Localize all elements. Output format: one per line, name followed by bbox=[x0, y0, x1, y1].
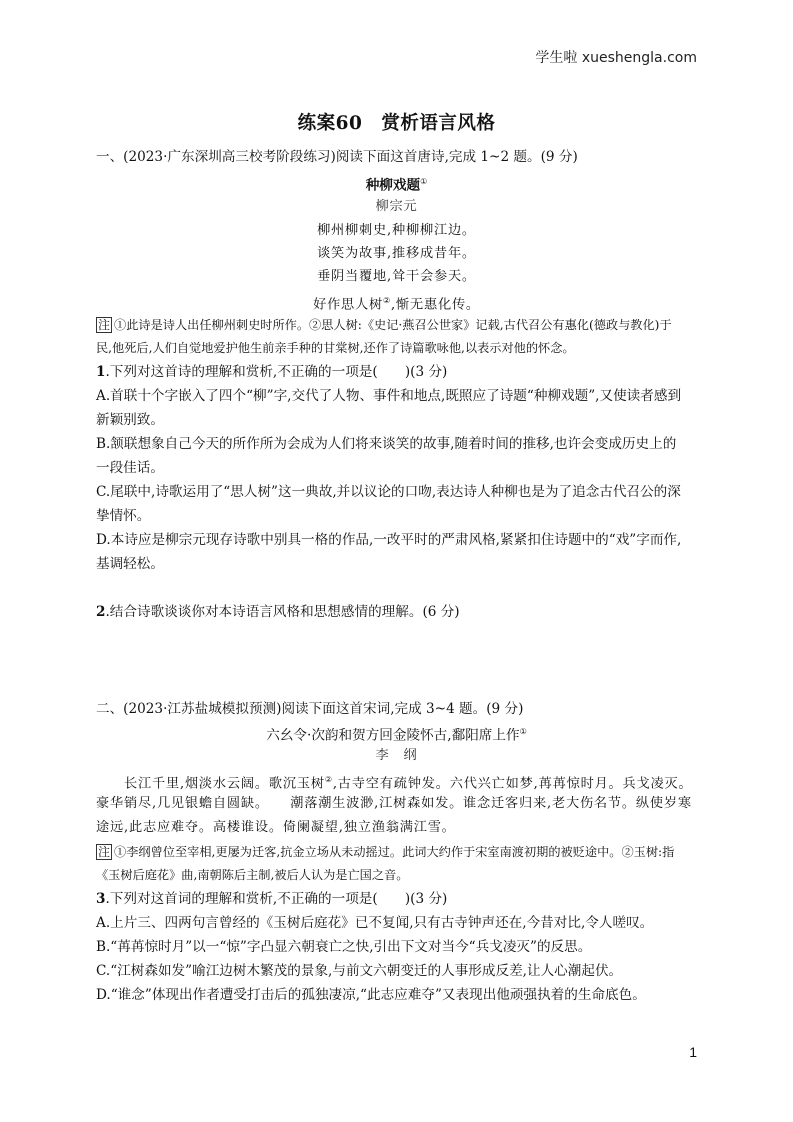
q3-option-d: D.“谁念”体现出作者遭受打击后的孤独凄凉,“此志应难夺”又表现出他顽强执着的生命底色。 bbox=[96, 987, 646, 1003]
q1-option-d-line2: 基调轻松。 bbox=[96, 556, 164, 572]
poem1-line-3: 垂阴当覆地,耸干会参天。 bbox=[317, 269, 476, 284]
poem1-note-2: 民,他死后,人们自觉地爱护他生前亲手种的甘棠树,还作了诗篇歌咏他,以表示对他的怀念。 bbox=[96, 341, 575, 355]
q1-option-d-line1: D.本诗应是柳宗元现存诗歌中别具一格的作品,一改平时的严肃风格,紧紧扣住诗题中的“戏”字而作, bbox=[96, 532, 682, 548]
q3-option-b: B.“苒苒惊时月”以一“惊”字凸显六朝衰亡之快,引出下文对当今“兵戈凌灭”的反思。 bbox=[96, 939, 592, 955]
q2-number: 2 bbox=[96, 604, 106, 620]
q3-number: 3 bbox=[96, 891, 106, 907]
watermark: 学生啦 xueshengla.com bbox=[535, 50, 697, 66]
q1-option-c-line2: 挚情怀。 bbox=[96, 508, 151, 524]
poem2-note-1 bbox=[96, 842, 696, 862]
page-number: 1 bbox=[689, 1044, 697, 1060]
note-label-box: 注 bbox=[98, 318, 111, 332]
poem2-body-1b: ,古寺空有疏钟发。六代兴亡如梦,苒苒惊时月。兵戈凌灭。 bbox=[332, 776, 693, 792]
poem1-title-text: 种柳戏题 bbox=[365, 177, 421, 194]
poem2-body-2: 豪华销尽,几见银蟾自圆缺。 潮落潮生波渺,江树森如发。谁念迁客归来,老大伤名节。纵使岁寒 bbox=[96, 796, 692, 811]
poem2-title-text: 六幺令·次韵和贺方回金陵怀古,鄱阳席上作 bbox=[266, 727, 520, 744]
q1-text: .下列对这首诗的理解和赏析,不正确的一项是( )(3 分) bbox=[105, 364, 448, 380]
poem1-line-4 bbox=[0, 291, 793, 315]
q1-number: 1 bbox=[96, 364, 106, 380]
poem2-body-1a: 长江千里,烟淡水云阔。歌沉玉树 bbox=[124, 776, 325, 792]
poem2-note-text-1: ①李纲曾位至宰相,更屡为迁客,抗金立场从未动摇过。此词大约作于宋室南渡初期的被贬途中。②玉树:指 bbox=[114, 845, 675, 859]
q3-option-c: C.“江树森如发”喻江边树木繁茂的景象,与前文六朝变迁的人事形成反差,让人心潮起伏。 bbox=[96, 963, 623, 979]
poem1-line-4b: ,惭无惠化传。 bbox=[391, 297, 480, 313]
poem1-author: 柳宗元 bbox=[375, 199, 418, 214]
poem2-body-1-sup: ② bbox=[324, 775, 333, 784]
poem1-note-1 bbox=[96, 315, 696, 335]
poem2-title bbox=[0, 722, 793, 746]
poem1-line-4a: 好作思人树 bbox=[313, 297, 384, 313]
poem1-line-4-sup: ② bbox=[383, 296, 391, 305]
page-title: 练案60 赏析语言风格 bbox=[297, 113, 496, 134]
q2-text: .结合诗歌谈谈你对本诗语言风格和思想感情的理解。(6 分) bbox=[105, 604, 460, 620]
poem1-line-2: 谈笑为故事,推移成昔年。 bbox=[317, 246, 476, 261]
poem1-line-1: 柳州柳刺史,种柳柳江边。 bbox=[317, 223, 476, 238]
question-3 bbox=[96, 889, 696, 909]
poem2-note-2: 《玉树后庭花》曲,南朝陈后主制,被后人认为是亡国之音。 bbox=[96, 868, 409, 882]
question-1 bbox=[96, 362, 696, 382]
q3-option-a: A.上片三、四两句言曾经的《玉树后庭花》已不复闻,只有古寺钟声还在,今昔对比,令人嗟叹。 bbox=[96, 915, 654, 931]
q1-option-a-line2: 新颖别致。 bbox=[96, 412, 164, 428]
section1-header: 一、(2023·广东深圳高三校考阶段练习)阅读下面这首唐诗,完成 1~2 题。(9 分) bbox=[96, 149, 578, 165]
poem2-body-3: 途远,此志应难夺。高楼谁设。倚阑凝望,独立渔翁满江雪。 bbox=[96, 820, 456, 835]
poem1-note-text-1: ①此诗是诗人出任柳州刺史时所作。②思人树:《史记·燕召公世家》记载,古代召公有惠化(德政与教化)于 bbox=[114, 318, 672, 332]
poem1-title-sup: ① bbox=[420, 177, 428, 186]
poem2-author: 李 纲 bbox=[375, 748, 418, 763]
poem2-body-1 bbox=[124, 770, 724, 794]
q1-option-a-line1: A.首联十个字嵌入了四个“柳”字,交代了人物、事件和地点,既照应了诗题“种柳戏题”,又使读者感到 bbox=[96, 388, 682, 404]
q1-option-b-line2: 一段佳话。 bbox=[96, 460, 164, 476]
q3-text: .下列对这首词的理解和赏析,不正确的一项是( )(3 分) bbox=[105, 891, 448, 907]
note-label-box-2: 注 bbox=[98, 845, 111, 859]
q1-option-b-line1: B.颔联想象自己今天的所作所为会成为人们将来谈笑的故事,随着时间的推移,也许会变成历史上的 bbox=[96, 436, 677, 452]
poem1-title bbox=[0, 172, 793, 196]
q1-option-c-line1: C.尾联中,诗歌运用了“思人树”这一典故,并以议论的口吻,表达诗人种柳也是为了追念古代召公的深 bbox=[96, 484, 681, 500]
question-2 bbox=[96, 602, 696, 622]
section2-header: 二、(2023·江苏盐城模拟预测)阅读下面这首宋词,完成 3~4 题。(9 分) bbox=[96, 701, 524, 717]
poem2-title-sup: ① bbox=[519, 727, 527, 736]
